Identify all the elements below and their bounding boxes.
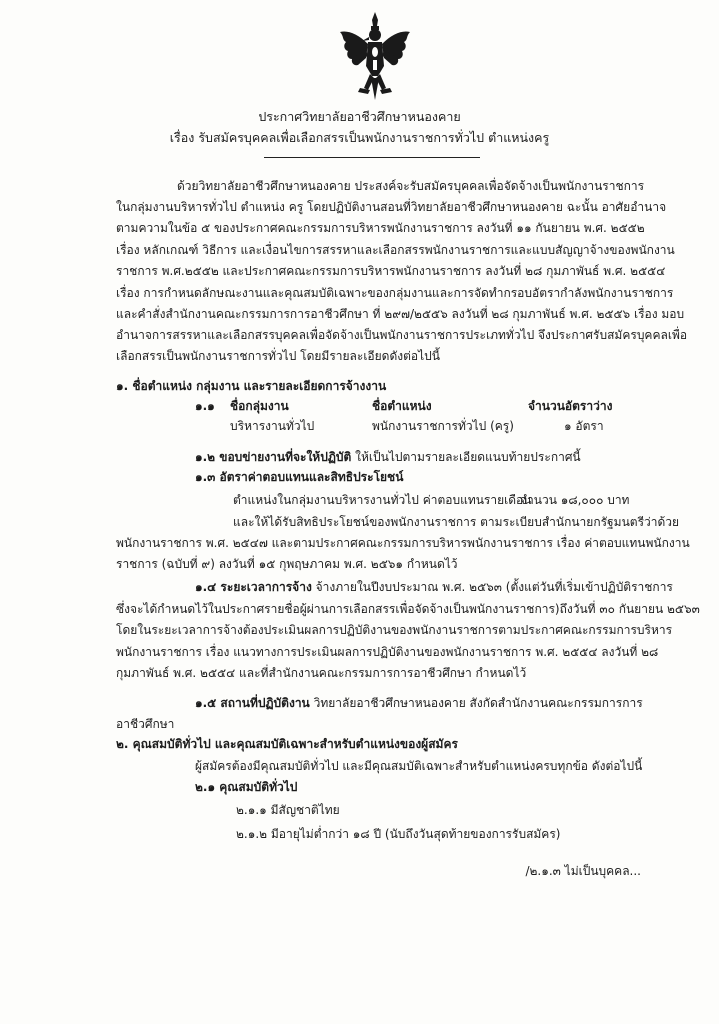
- vacancy-count-header: จำนวนอัตราว่าง: [528, 399, 613, 413]
- intro-line-1: ด้วยวิทยาลัยอาชีวศึกษาหนองคาย ประสงค์จะรับสมัครบุคคลเพื่อจัดจ้างเป็นพนักงานราชการ: [177, 179, 645, 193]
- section-1-5: [195, 694, 643, 713]
- position-name-value: พนักงานราชการทั่วไป (ครู): [372, 419, 514, 433]
- continuation-note: /๒.๑.๓ ไม่เป็นบุคคล...: [525, 864, 641, 878]
- intro-line-4: เรื่อง หลักเกณฑ์ วิธีการ และเงื่อนไขการสรรหาและเลือกสรรพนักงานราชการและแบบสัญญาจ้างของพนักงาน: [116, 243, 675, 257]
- intro-line-2: ในกลุ่มงานบริหารทั่วไป ตำแหน่ง ครู โดยปฏิบัติงานสอนที่วิทยาลัยอาชีวศึกษาหนองคาย ฉะนั้น อาศัยอำนาจ: [116, 200, 667, 214]
- section-1-heading: ๑. ชื่อตำแหน่ง กลุ่มงาน และรายละเอียดการจ้างงาน: [116, 379, 387, 393]
- section-2-1-heading: ๒.๑ คุณสมบัติทั่วไป: [195, 780, 298, 794]
- garuda-emblem-icon: [338, 10, 412, 102]
- qualification-item-2: ๒.๑.๒ มีอายุไม่ต่ำกว่า ๑๘ ปี (นับถึงวันสุดท้ายของการรับสมัคร): [236, 827, 561, 841]
- employment-line-2: โดยในระยะเวลาการจ้างต้องประเมินผลการปฏิบัติงานของพนักงานราชการตามประกาศคณะกรรมการบริหาร: [116, 623, 673, 637]
- salary-amount: จำนวน ๑๘,๐๐๐ บาท: [520, 493, 630, 507]
- section-1-1-number: ๑.๑: [195, 399, 215, 413]
- announcement-subject: เรื่อง รับสมัครบุคคลเพื่อเลือกสรรเป็นพนักงานราชการทั่วไป ตำแหน่งครู: [169, 130, 550, 145]
- section-1-2-label: ๑.๒ ขอบข่ายงานที่จะให้ปฏิบัติ: [195, 450, 352, 464]
- section-2-intro: ผู้สมัครต้องมีคุณสมบัติทั่วไป และมีคุณสมบัติเฉพาะสำหรับตำแหน่งครบทุกข้อ ดังต่อไปนี้: [195, 759, 643, 773]
- section-1-5-first: วิทยาลัยอาชีวศึกษาหนองคาย สังกัดสำนักงานคณะกรรมการการ: [313, 696, 643, 710]
- intro-line-5: ราชการ พ.ศ.๒๕๕๒ และประกาศคณะกรรมการบริหารพนักงานราชการ ลงวันที่ ๒๘ กุมภาพันธ์ พ.ศ. ๒๕๕๔: [116, 264, 666, 278]
- benefit-line-3: ราชการ (ฉบับที่ ๙) ลงวันที่ ๑๕ กุพฤษภาคม พ.ศ. ๒๕๖๑ กำหนดไว้: [116, 557, 458, 571]
- group-name-header: ชื่อกลุ่มงาน: [230, 399, 289, 413]
- qualification-item-1: ๒.๑.๑ มีสัญชาติไทย: [236, 803, 340, 817]
- section-1-4-label: ๑.๔ ระยะเวลาการจ้าง: [195, 580, 312, 594]
- section-1-3-label: ๑.๓ อัตราค่าตอบแทนและสิทธิประโยชน์: [195, 470, 404, 484]
- section-2-heading: ๒. คุณสมบัติทั่วไป และคุณสมบัติเฉพาะสำหรับตำแหน่งของผู้สมัคร: [116, 737, 458, 751]
- benefit-line-2: พนักงานราชการ พ.ศ. ๒๕๔๗ และตามประกาศคณะกรรมการบริหารพนักงานราชการ เรื่อง ค่าตอบแทนพนักงาน: [116, 536, 690, 550]
- announcement-title: ประกาศวิทยาลัยอาชีวศึกษาหนองคาย: [258, 109, 461, 124]
- title-divider: [264, 157, 480, 158]
- employment-line-4: กุมภาพันธ์ พ.ศ. ๒๕๕๔ และที่สำนักงานคณะกรรมการการอาชีวศึกษา กำหนดไว้: [116, 666, 527, 680]
- section-1-2-text: ให้เป็นไปตามรายละเอียดแนบท้ายประกาศนี้: [355, 450, 581, 464]
- intro-line-6: เรื่อง การกำหนดลักษณะงานและคุณสมบัติเฉพาะของกลุ่มงานและการจัดทำกรอบอัตรากำลังพนักงานราชการ: [116, 286, 674, 300]
- section-1-4-first: จ้างภายในปีงบประมาณ พ.ศ. ๒๕๖๓ (ตั้งแต่วันที่เริ่มเข้าปฏิบัติราชการ: [315, 580, 673, 594]
- intro-line-9: เลือกสรรเป็นพนักงานราชการทั่วไป โดยมีรายละเอียดดังต่อไปนี้: [116, 349, 440, 363]
- section-1-5-label: ๑.๕ สถานที่ปฏิบัติงาน: [195, 696, 310, 710]
- intro-line-7: และคำสั่งสำนักงานคณะกรรมการการอาชีวศึกษา ที่ ๒๙๗/๒๕๕๖ ลงวันที่ ๒๘ กุมภาพันธ์ พ.ศ. ๒๕๕๖ เรื่อง มอบ: [116, 307, 685, 321]
- section-1-4: [195, 578, 673, 597]
- group-name-value: บริหารงานทั่วไป: [230, 419, 315, 433]
- employment-line-1: ซึ่งจะได้กำหนดไว้ในประกาศรายชื่อผู้ผ่านการเลือกสรรเพื่อจัดจ้างเป็นพนักงานราชการ)ถึงวันที่ ๓๐ กันยายน ๒๕๖๓: [116, 602, 700, 616]
- vacancy-count-value: ๑ อัตรา: [564, 419, 604, 433]
- intro-line-3: ตามความในข้อ ๕ ของประกาศคณะกรรมการบริหารพนักงานราชการ ลงวันที่ ๑๑ กันยายน พ.ศ. ๒๕๕๒: [116, 221, 645, 235]
- intro-line-8: อำนาจการสรรหาและเลือกสรรบุคคลเพื่อจัดจ้างเป็นพนักงานราชการประเภททั่วไป จึงประกาศรับสมัครบุคคลเพื่อ: [116, 328, 688, 342]
- position-name-header: ชื่อตำแหน่ง: [372, 399, 432, 413]
- salary-line-a: ตำแหน่งในกลุ่มงานบริหารงานทั่วไป ค่าตอบแทนรายเดือน: [233, 493, 532, 507]
- workplace-line-2: อาชีวศึกษา: [116, 717, 175, 731]
- benefit-line-1: และให้ได้รับสิทธิประโยชน์ของพนักงานราชการ ตามระเบียบสำนักนายกรัฐมนตรีว่าด้วย: [233, 515, 680, 529]
- employment-line-3: พนักงานราชการ เรื่อง แนวทางการประเมินผลการปฏิบัติงานของพนักงานราชการ พ.ศ. ๒๕๕๔ ลงวันที่ ๒๘: [116, 645, 659, 659]
- section-1-2: [195, 448, 581, 467]
